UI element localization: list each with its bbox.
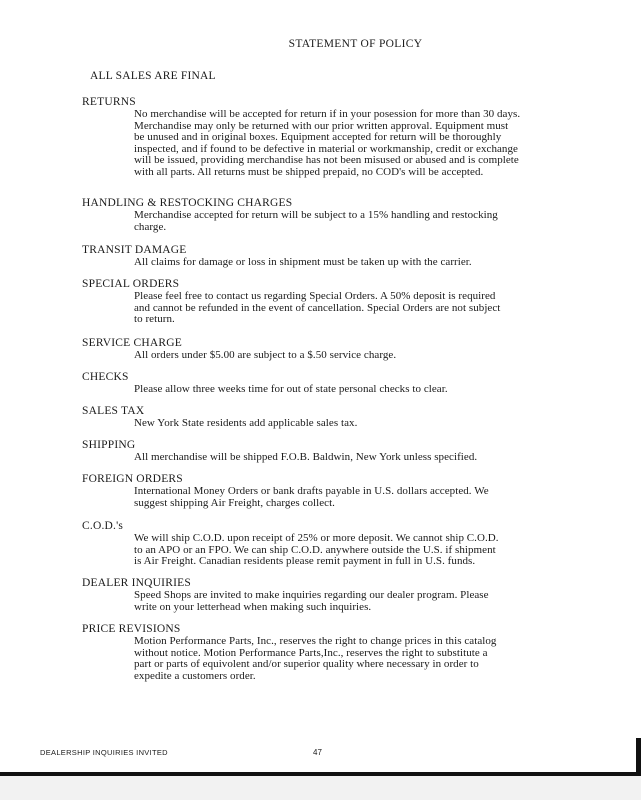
body-line: to return.	[134, 313, 175, 325]
section-body	[134, 590, 572, 613]
body-line: Please allow three weeks time for out of state personal checks to clear.	[134, 383, 448, 395]
body-line: with all parts. All returns must be shipped prepaid, no COD's will be accepted.	[134, 165, 484, 178]
body-line: New York State residents add applicable sales tax.	[134, 417, 358, 429]
section-checks	[82, 371, 572, 396]
body-line: part or parts of equivolent and/or superior quality where necessary in order to	[134, 658, 479, 670]
section-heading: PRICE REVISIONS	[82, 623, 181, 635]
all-sales-final-heading: ALL SALES ARE FINAL	[90, 70, 216, 82]
body-line: All orders under $5.00 are subject to a $.50 service charge.	[134, 349, 397, 361]
section-dealer-inquiries	[82, 577, 572, 613]
section-price-revisions	[82, 623, 572, 682]
scan-right-edge	[636, 738, 641, 776]
body-line: to an APO or an FPO. We can ship C.O.D. anywhere outside the U.S. if shipment	[134, 543, 496, 556]
section-returns	[82, 96, 572, 178]
section-body	[134, 291, 572, 326]
footer-dealership-text: DEALERSHIP INQUIRIES INVITED	[40, 748, 168, 757]
body-line: Speed Shops are invited to make inquiries regarding our dealer program. Please	[134, 589, 489, 601]
body-line: write on your letterhead when making such inquiries.	[134, 600, 372, 613]
section-body	[134, 486, 572, 509]
body-line: be unused and in original boxes. Equipment accepted for return will be thoroughly	[134, 131, 502, 143]
section-body	[134, 636, 572, 682]
section-body	[134, 350, 572, 362]
body-line: We will ship C.O.D. upon receipt of 25% or more deposit. We cannot ship C.O.D.	[134, 532, 499, 544]
section-service-charge	[82, 337, 572, 362]
body-line: All merchandise will be shipped F.O.B. Baldwin, New York unless specified.	[134, 451, 478, 463]
body-line: All claims for damage or loss in shipment must be taken up with the carrier.	[134, 256, 472, 268]
scan-bottom-band	[0, 776, 641, 800]
section-heading: SALES TAX	[82, 405, 145, 417]
section-heading: SHIPPING	[82, 439, 136, 451]
section-heading: FOREIGN ORDERS	[82, 473, 183, 485]
body-line: is Air Freight. Canadian residents please remit payment in full in U.S. funds.	[134, 555, 476, 567]
body-line: International Money Orders or bank drafts payable in U.S. dollars accepted. We	[134, 485, 489, 497]
section-body	[134, 257, 572, 269]
section-body	[134, 384, 572, 396]
section-sales-tax	[82, 405, 572, 430]
body-line: No merchandise will be accepted for return if in your posession for more than 30 days.	[134, 108, 521, 120]
section-handling-restocking	[82, 197, 572, 233]
body-line: Merchandise accepted for return will be subject to a 15% handling and restocking	[134, 209, 498, 221]
section-heading: C.O.D.'s	[82, 520, 124, 532]
section-transit-damage	[82, 244, 572, 269]
body-line: without notice. Motion Performance Parts,Inc., reserves the right to substitute a	[134, 646, 488, 659]
section-heading: TRANSIT DAMAGE	[82, 244, 187, 256]
body-line: charge.	[134, 220, 167, 233]
body-line: and cannot be refunded in the event of cancellation. Special Orders are not subject	[134, 301, 501, 314]
body-line: Motion Performance Parts, Inc., reserves the right to change prices in this catalog	[134, 635, 497, 647]
section-body	[134, 109, 572, 178]
section-body	[134, 452, 572, 464]
section-body	[134, 418, 572, 430]
section-heading: DEALER INQUIRIES	[82, 577, 191, 589]
body-line: inspected, and if found to be defective in material or workmanship, credit or exchange	[134, 142, 518, 155]
body-line: Please feel free to contact us regarding Special Orders. A 50% deposit is required	[134, 290, 496, 302]
section-heading: SERVICE CHARGE	[82, 337, 182, 349]
section-heading: CHECKS	[82, 371, 129, 383]
section-special-orders	[82, 278, 572, 326]
body-line: will be issued, providing merchandise has not been misused or abused and is complete	[134, 154, 519, 166]
body-line: suggest shipping Air Freight, charges collect.	[134, 496, 335, 509]
section-cod	[82, 520, 572, 568]
section-body	[134, 533, 572, 568]
section-heading: HANDLING & RESTOCKING CHARGES	[82, 197, 293, 209]
body-line: expedite a customers order.	[134, 669, 256, 682]
section-body	[134, 210, 572, 233]
page-title: STATEMENT OF POLICY	[288, 38, 423, 50]
scan-bottom-edge	[0, 772, 641, 776]
section-foreign-orders	[82, 473, 572, 509]
body-line: Merchandise may only be returned with our prior written approval. Equipment must	[134, 119, 509, 132]
section-shipping	[82, 439, 572, 464]
page-number: 47	[313, 748, 322, 757]
section-heading: RETURNS	[82, 96, 136, 108]
section-heading: SPECIAL ORDERS	[82, 278, 180, 290]
